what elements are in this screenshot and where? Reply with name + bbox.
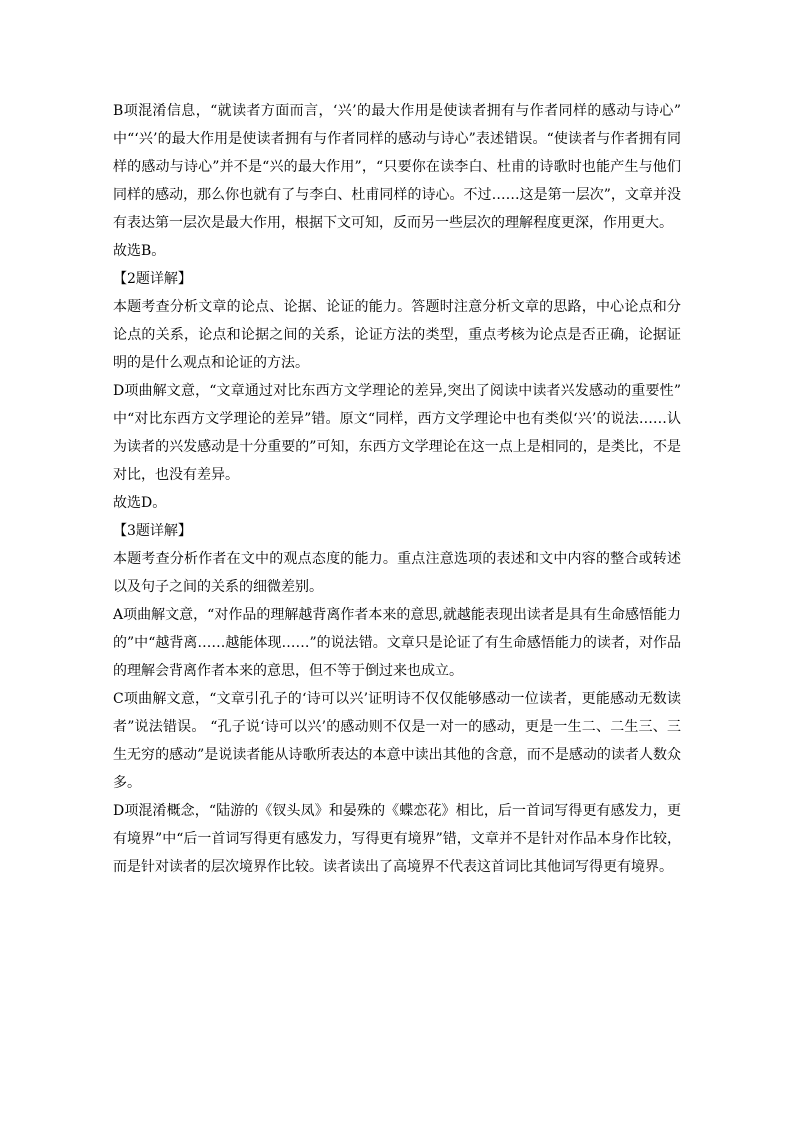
answer-d: 故选D。 <box>113 495 167 511</box>
q3-intro: 本题考查分析作者在文中的观点态度的能力。重点注意选项的表述和文中内容的整合或转述以及句子之间的关系的细微差别。 <box>113 551 681 595</box>
analysis-option-a: A项曲解文意，“对作品的理解越背离作者本来的意思,就越能表现出读者是具有生命感悟能力的”中“越背离……越能体现……”的说法错。文章只是论证了有生命感悟能力的读者，对作品的理解会背离作者本来的意思，但不等于倒过来也成立。 <box>113 607 681 679</box>
answer-b: 故选B。 <box>113 243 166 259</box>
analysis-option-d: D项曲解文意，“文章通过对比东西方文学理论的差异,突出了阅读中读者兴发感动的重要性”中“对比东西方文学理论的差异”错。原文“同样，西方文学理论中也有类似‘兴’的说法……认为读者的兴发感动是十分重要的”可知，东西方文学理论在这一点上是相同的，是类比，不是对比，也没有差异。 <box>113 383 681 483</box>
document-page <box>113 97 681 881</box>
analysis-option-d-q3: D项混淆概念，“陆游的《钗头凤》和晏殊的《蝶恋花》相比，后一首词写得更有感发力，更有境界”中“后一首词写得更有感发力，写得更有境界”错，文章并不是针对作品本身作比较，而是针对读者的层次境界作比较。读者读出了高境界不代表这首词比其他词写得更有境界。 <box>113 803 681 875</box>
section-heading-q2: 【2题详解】 <box>113 271 192 287</box>
analysis-option-b: B项混淆信息，“就读者方面而言，‘兴’的最大作用是使读者拥有与作者同样的感动与诗心” 中“‘兴’的最大作用是使读者拥有与作者同样的感动与诗心”表述错误。“使读者与作者拥有同样的感动与诗心”并不是“兴的最大作用”，“只要你在读李白、杜甫的诗歌时也能产生与他们同样的感动，那么你也就有了与李白、杜甫同样的诗心。不过……这是第一层次”，文章并没有表达第一层次是最大作用，根据下文可知，反而另一些层次的理解程度更深，作用更大。 <box>113 103 681 231</box>
q2-intro: 本题考查分析文章的论点、论据、论证的能力。答题时注意分析文章的思路，中心论点和分论点的关系，论点和论据之间的关系，论证方法的类型，重点考核为论点是否正确，论据证明的是什么观点和论证的方法。 <box>113 299 681 371</box>
section-heading-q3: 【3题详解】 <box>113 523 192 539</box>
analysis-option-c: C项曲解文意，“文章引孔子的‘诗可以兴’证明诗不仅仅能够感动一位读者，更能感动无数读者”说法错误。 “孔子说‘诗可以兴’的感动则不仅是一对一的感动，更是一生二、二生三、三生无穷的感动”是说读者能从诗歌所表达的本意中读出其他的含意，而不是感动的读者人数众多。 <box>113 691 681 791</box>
